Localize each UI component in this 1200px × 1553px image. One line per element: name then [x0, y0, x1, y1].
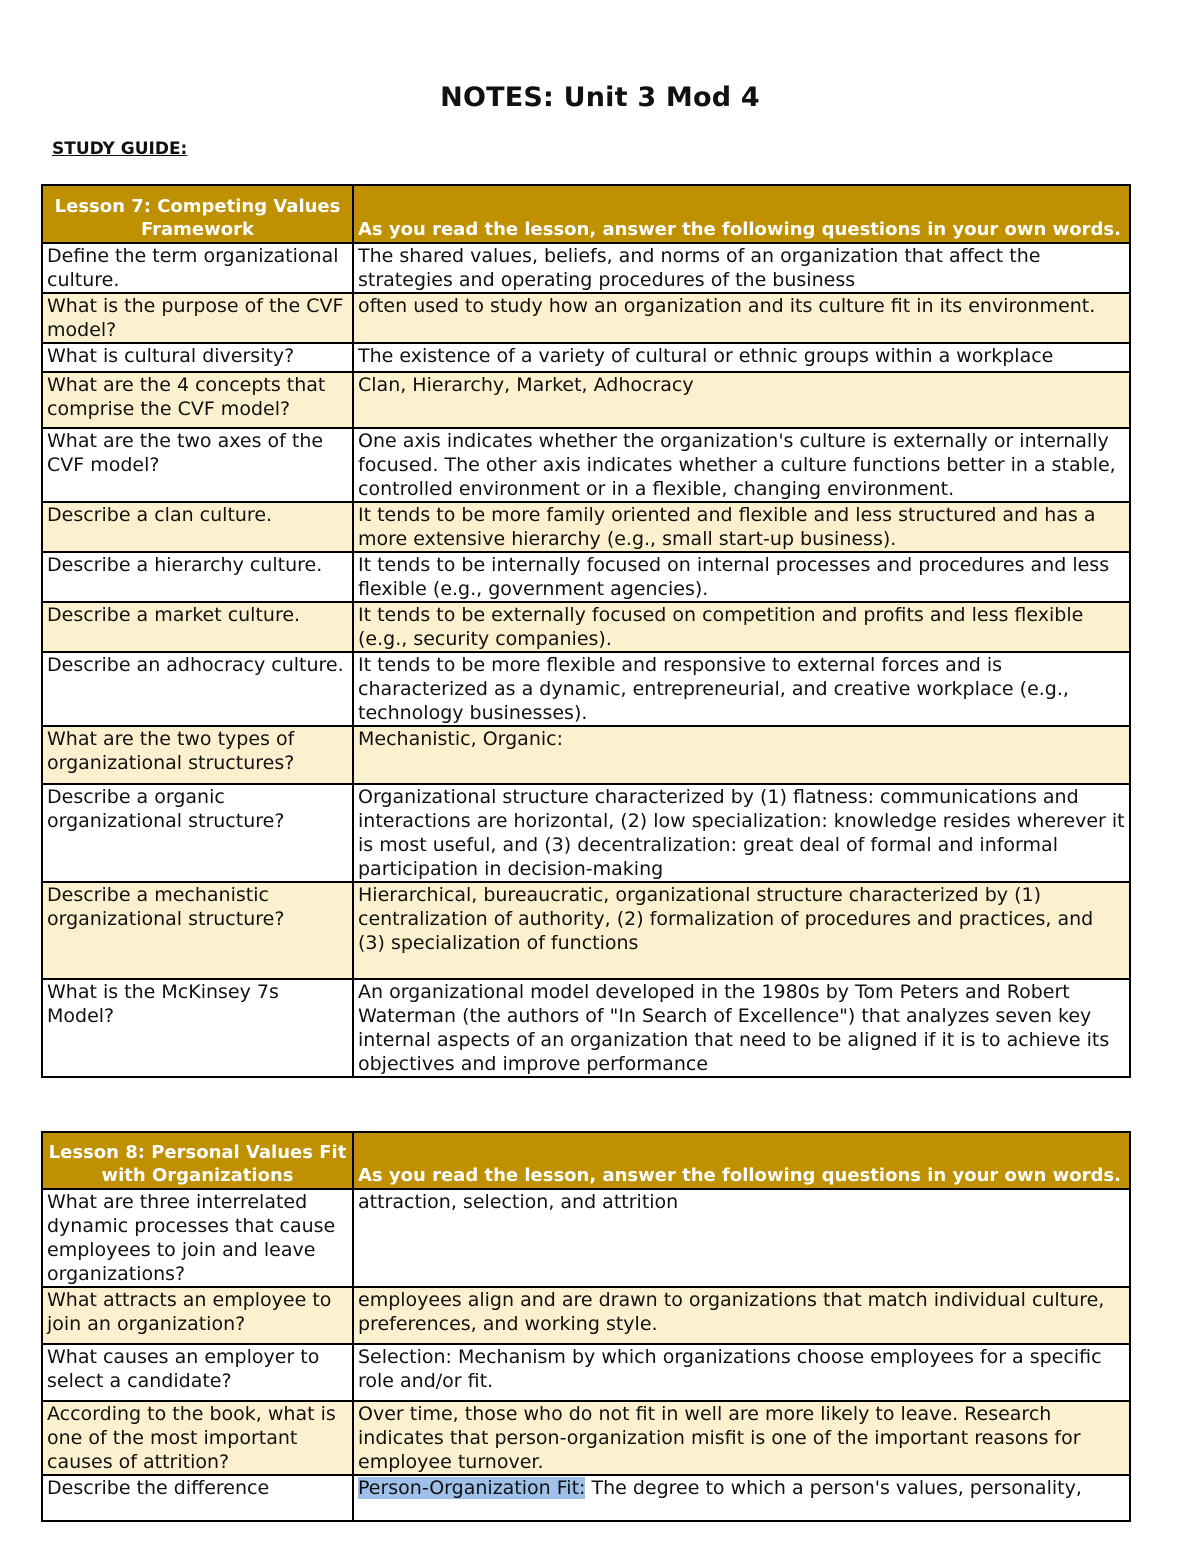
question-cell: Define the term organizational culture. [42, 243, 353, 293]
table-row [42, 1189, 1130, 1287]
study-guide-heading: STUDY GUIDE: [52, 139, 188, 159]
answer-cell[interactable]: One axis indicates whether the organization's culture is externally or internally focused. The other axis indicates whether a culture functions better in a stable, controlled environment or in a flexible, changing environment. [353, 428, 1130, 502]
answer-cell[interactable] [353, 1475, 1130, 1521]
question-cell: Describe a clan culture. [42, 502, 353, 552]
table-row [42, 1475, 1130, 1521]
lesson7-header-row [42, 185, 1130, 243]
question-cell: What is cultural diversity? [42, 343, 353, 372]
lesson7-title: Lesson 7: Competing Values Framework [42, 185, 353, 243]
answer-cell[interactable]: Organizational structure characterized by (1) flatness: communications and interactions are horizontal, (2) low specialization: knowledge resides wherever it is most useful, and (3) decentralization: great deal of formal and informal participation in decision-making [353, 784, 1130, 882]
question-cell: Describe a mechanistic organizational structure? [42, 882, 353, 979]
table-row [42, 1287, 1130, 1344]
table-row [42, 652, 1130, 726]
answer-cell[interactable]: The existence of a variety of cultural or ethnic groups within a workplace [353, 343, 1130, 372]
table-row [42, 1344, 1130, 1401]
question-cell: What are the two types of organizational structures? [42, 726, 353, 784]
question-cell: What causes an employer to select a candidate? [42, 1344, 353, 1401]
answer-cell[interactable]: It tends to be more family oriented and flexible and less structured and has a more extensive hierarchy (e.g., small start-up business). [353, 502, 1130, 552]
question-cell: Describe a hierarchy culture. [42, 552, 353, 602]
question-cell: Describe an adhocracy culture. [42, 652, 353, 726]
lesson8-header-row [42, 1132, 1130, 1189]
question-cell: What attracts an employee to join an organization? [42, 1287, 353, 1344]
table-row [42, 784, 1130, 882]
answer-cell[interactable]: Selection: Mechanism by which organizations choose employees for a specific role and/or fit. [353, 1344, 1130, 1401]
table-row [42, 343, 1130, 372]
table-row [42, 428, 1130, 502]
question-cell: Describe a market culture. [42, 602, 353, 652]
table-row [42, 502, 1130, 552]
question-cell: Describe the difference [42, 1475, 353, 1521]
lesson8-instructions: As you read the lesson, answer the following questions in your own words. [353, 1132, 1130, 1189]
question-cell: What are the two axes of the CVF model? [42, 428, 353, 502]
answer-cell[interactable]: Hierarchical, bureaucratic, organizational structure characterized by (1) centralization of authority, (2) formalization of procedures and practices, and (3) specialization of functions [353, 882, 1130, 979]
answer-cell[interactable]: It tends to be externally focused on competition and profits and less flexible (e.g., security companies). [353, 602, 1130, 652]
answer-cell[interactable]: often used to study how an organization and its culture fit in its environment. [353, 293, 1130, 343]
answer-cell[interactable]: An organizational model developed in the 1980s by Tom Peters and Robert Waterman (the authors of "In Search of Excellence") that analyzes seven key internal aspects of an organization that need to be aligned if it is to achieve its objectives and improve performance [353, 979, 1130, 1077]
answer-cell[interactable]: Over time, those who do not fit in well are more likely to leave. Research indicates that person-organization misfit is one of the important reasons for employee turnover. [353, 1401, 1130, 1475]
answer-cell[interactable]: Clan, Hierarchy, Market, Adhocracy [353, 372, 1130, 428]
table-row [42, 243, 1130, 293]
question-cell: According to the book, what is one of the most important causes of attrition? [42, 1401, 353, 1475]
page-title: NOTES: Unit 3 Mod 4 [440, 82, 760, 113]
answer-cell[interactable]: attraction, selection, and attrition [353, 1189, 1130, 1287]
lesson8-title: Lesson 8: Personal Values Fit with Organizations [42, 1132, 353, 1189]
answer-cell[interactable]: It tends to be internally focused on internal processes and procedures and less flexible (e.g., government agencies). [353, 552, 1130, 602]
question-cell: What is the purpose of the CVF model? [42, 293, 353, 343]
question-cell: What is the McKinsey 7s Model? [42, 979, 353, 1077]
table-row [42, 293, 1130, 343]
lesson7-table [41, 184, 1131, 1078]
table-row [42, 726, 1130, 784]
question-cell: Describe a organic organizational structure? [42, 784, 353, 882]
table-row [42, 882, 1130, 979]
answer-cell[interactable]: employees align and are drawn to organizations that match individual culture, preferences, and working style. [353, 1287, 1130, 1344]
selected-text-highlight[interactable]: Person-Organization Fit: [358, 1477, 586, 1499]
lesson7-instructions: As you read the lesson, answer the following questions in your own words. [353, 185, 1130, 243]
table-row [42, 372, 1130, 428]
question-cell: What are three interrelated dynamic processes that cause employees to join and leave organizations? [42, 1189, 353, 1287]
answer-text: The degree to which a person's values, personality, [585, 1477, 1082, 1499]
table-row [42, 552, 1130, 602]
answer-cell[interactable]: Mechanistic, Organic: [353, 726, 1130, 784]
answer-cell[interactable]: It tends to be more flexible and responsive to external forces and is characterized as a dynamic, entrepreneurial, and creative workplace (e.g., technology businesses). [353, 652, 1130, 726]
table-row [42, 1401, 1130, 1475]
lesson8-table [41, 1131, 1131, 1522]
table-row [42, 602, 1130, 652]
question-cell: What are the 4 concepts that comprise the CVF model? [42, 372, 353, 428]
answer-cell[interactable]: The shared values, beliefs, and norms of an organization that affect the strategies and operating procedures of the business [353, 243, 1130, 293]
table-row [42, 979, 1130, 1077]
